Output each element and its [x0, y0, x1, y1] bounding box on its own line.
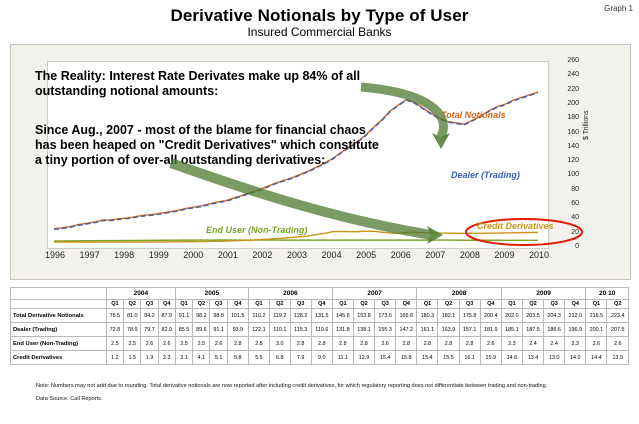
table-cell: 79.7 [141, 323, 158, 337]
table-cell: 2.3 [158, 351, 175, 365]
table-cell: 165.6 [396, 309, 417, 323]
y-tick-40: 40 [571, 214, 579, 222]
table-cell: 131.8 [332, 323, 353, 337]
table-cell: 98.2 [193, 309, 210, 323]
table-cell: 9.0 [311, 351, 332, 365]
table-cell: 1.2 [106, 351, 123, 365]
table-cell: 15.5 [438, 351, 459, 365]
table-cell: 119.6 [311, 323, 332, 337]
table-cell: 2.8 [332, 337, 353, 351]
table-header-years [11, 288, 629, 300]
table-cell: 204.3 [544, 309, 565, 323]
table-quarter-2005-Q2: Q2 [193, 300, 210, 309]
table-quarter-2004-Q1: Q1 [106, 300, 123, 309]
table-quarter-2006-Q1: Q1 [248, 300, 269, 309]
table-cell: 200.1 [586, 323, 607, 337]
table-cell: 2.6 [210, 337, 227, 351]
table-cell: 173.6 [375, 309, 396, 323]
table-cell: 2.6 [158, 337, 175, 351]
table-cell: 15.4 [417, 351, 438, 365]
table-cell: 13.0 [544, 351, 565, 365]
page-subtitle: Insured Commercial Banks [247, 25, 392, 39]
table-year-2010: 20 10 [586, 288, 629, 300]
table-cell: 2.5 [175, 337, 192, 351]
table-quarter-2009-Q4: Q4 [565, 300, 586, 309]
table-cell: 85.5 [175, 323, 192, 337]
table-quarter-2009-Q3: Q3 [544, 300, 565, 309]
table-quarter-2007-Q3: Q3 [375, 300, 396, 309]
table-cell: 87.9 [158, 309, 175, 323]
table-cell: 14.0 [565, 351, 586, 365]
table-cell: 2.8 [353, 337, 374, 351]
table-quarter-2007-Q1: Q1 [332, 300, 353, 309]
table-quarter-2006-Q4: Q4 [311, 300, 332, 309]
table-year-2009: 2009 [501, 288, 586, 300]
table-cell: 181.9 [480, 323, 501, 337]
y-tick-100: 100 [567, 171, 579, 179]
table-cell: 3.1 [175, 351, 192, 365]
table-cell: 207.5 [607, 323, 629, 337]
y-tick-260: 260 [567, 57, 579, 64]
table-cell: 175.8 [459, 309, 480, 323]
table-cell: 196.9 [565, 323, 586, 337]
table-cell: 15.9 [480, 351, 501, 365]
table-cell: 11.1 [332, 351, 353, 365]
table-cell: 161.1 [417, 323, 438, 337]
table-corner-cell-2 [11, 300, 107, 309]
y-tick-80: 80 [571, 185, 579, 193]
table-cell: 131.5 [311, 309, 332, 323]
series-label-total-notionals: Total Notionals [441, 110, 506, 120]
table-cell: 128.2 [290, 309, 311, 323]
table-cell: 12.9 [353, 351, 374, 365]
table-cell: 187.5 [522, 323, 543, 337]
table-cell: 200.4 [480, 309, 501, 323]
y-tick-0: 0 [575, 243, 579, 250]
y-axis-label: $ Trillions [583, 110, 590, 140]
table-cell: 2.8 [248, 337, 269, 351]
table-cell: 182.1 [438, 309, 459, 323]
table-cell: 89.6 [193, 323, 210, 337]
data-table-wrap [10, 287, 629, 365]
x-tick-1997: 1997 [79, 250, 100, 260]
x-tick-2010: 2010 [528, 250, 550, 260]
table-quarter-2008-Q4: Q4 [480, 300, 501, 309]
x-tick-2003: 2003 [286, 250, 308, 260]
y-tick-240: 240 [567, 71, 579, 79]
table-cell: 115.3 [290, 323, 311, 337]
table-cell: 2.8 [290, 337, 311, 351]
table-cell: 2.4 [544, 337, 565, 351]
table-cell: 101.5 [227, 309, 248, 323]
table-quarter-2004-Q4: Q4 [158, 300, 175, 309]
table-cell: 5.5 [248, 351, 269, 365]
table-year-2008: 2008 [417, 288, 502, 300]
table-cell: 203.5 [522, 309, 543, 323]
note-line-2: Data Source: Call Reports. [36, 396, 103, 402]
y-tick-140: 140 [567, 142, 579, 150]
table-cell: 186.6 [544, 323, 565, 337]
table-row [11, 351, 629, 365]
table-cell: 2.8 [417, 337, 438, 351]
page-title: Derivative Notionals by Type of User [170, 6, 469, 25]
table-quarter-2009-Q2: Q2 [522, 300, 543, 309]
table-quarter-2005-Q1: Q1 [175, 300, 192, 309]
table-cell: 202.0 [501, 309, 522, 323]
table-cell: 153.8 [353, 309, 374, 323]
x-tick-2004: 2004 [321, 250, 342, 260]
y-tick-60: 60 [571, 200, 579, 208]
table-row-label: Total Derivative Notionals [11, 309, 107, 323]
table-cell: 119.2 [270, 309, 291, 323]
table-cell: 13.4 [522, 351, 543, 365]
table-year-2007: 2007 [332, 288, 417, 300]
table-year-2005: 2005 [175, 288, 248, 300]
table-cell: 82.9 [158, 323, 175, 337]
x-tick-2009: 2009 [494, 250, 515, 260]
table-cell: 2.5 [124, 337, 141, 351]
table-quarter-2004-Q2: Q2 [124, 300, 141, 309]
y-tick-20: 20 [571, 228, 579, 236]
table-cell: 185.1 [501, 323, 522, 337]
chart-notes [36, 382, 606, 403]
table-row-label: Credit Derivatives [11, 351, 107, 365]
table-row-label: Dealer (Trading) [11, 323, 107, 337]
callout-interest-rate: The Reality: Interest Rate Derivates make up 84% of all outstanding notional amounts: [35, 69, 361, 98]
table-cell: 2.8 [396, 337, 417, 351]
y-axis-ticks [551, 57, 581, 253]
table-cell: 147.2 [396, 323, 417, 337]
table-cell: 2.6 [141, 337, 158, 351]
table-cell: 98.8 [210, 309, 227, 323]
table-quarter-2005-Q3: Q3 [210, 300, 227, 309]
series-label-end-user: End User (Non-Trading) [206, 225, 308, 235]
table-body [11, 309, 629, 365]
table-quarter-2004-Q3: Q3 [141, 300, 158, 309]
table-cell: 1.5 [124, 351, 141, 365]
table-cell: 155.3 [375, 323, 396, 337]
table-cell: 223.4 [607, 309, 629, 323]
graph-number-label: Graph 1 [604, 4, 633, 13]
table-cell: 163.9 [438, 323, 459, 337]
table-cell: 138.1 [353, 323, 374, 337]
table-cell: 2.8 [227, 337, 248, 351]
table-cell: 212.0 [565, 309, 586, 323]
table-quarter-2008-Q3: Q3 [459, 300, 480, 309]
table-quarter-2009-Q1: Q1 [501, 300, 522, 309]
table-quarter-2008-Q1: Q1 [417, 300, 438, 309]
table-cell: 1.9 [141, 351, 158, 365]
x-tick-2008: 2008 [459, 250, 480, 260]
table-cell: 3.0 [270, 337, 291, 351]
x-tick-1996: 1996 [44, 250, 66, 260]
table-cell: 6.8 [270, 351, 291, 365]
table-cell: 78.9 [124, 323, 141, 337]
table-cell: 13.9 [607, 351, 629, 365]
table-cell: 15.4 [375, 351, 396, 365]
table-quarter-2008-Q2: Q2 [438, 300, 459, 309]
table-cell: 2.6 [607, 337, 629, 351]
table-header-quarters [11, 300, 629, 309]
x-tick-2001: 2001 [217, 250, 238, 260]
table-cell: 2.3 [501, 337, 522, 351]
y-tick-220: 220 [567, 85, 579, 93]
derivative-notionals-table [10, 287, 629, 365]
x-tick-1999: 1999 [148, 250, 169, 260]
x-tick-2007: 2007 [425, 250, 446, 260]
table-quarter-2010-Q2: Q2 [607, 300, 629, 309]
table-row [11, 337, 629, 351]
table-cell: 16.1 [459, 351, 480, 365]
table-year-2006: 2006 [248, 288, 332, 300]
callout-credit-derivatives: Since Aug., 2007 - most of the blame for financial chaos has been heaped on "Credit Derivatives" which constitute a tiny portion of over-all outstanding derivatives: [35, 123, 379, 167]
table-row [11, 309, 629, 323]
y-tick-200: 200 [567, 99, 579, 107]
table-row [11, 323, 629, 337]
table-cell: 93.9 [227, 323, 248, 337]
table-cell: 7.9 [290, 351, 311, 365]
chart-panel [10, 44, 631, 280]
table-cell: 91.1 [210, 323, 227, 337]
table-cell: 2.8 [438, 337, 459, 351]
table-cell: 180.3 [417, 309, 438, 323]
table-cell: 5.8 [227, 351, 248, 365]
table-quarter-2010-Q1: Q1 [586, 300, 607, 309]
table-cell: 2.6 [375, 337, 396, 351]
table-cell: 4.1 [193, 351, 210, 365]
table-quarter-2006-Q3: Q3 [290, 300, 311, 309]
series-label-credit-derivatives: Credit Derivatives [477, 221, 554, 231]
table-corner-cell [11, 288, 107, 300]
table-cell: 2.4 [522, 337, 543, 351]
table-cell: 145.6 [332, 309, 353, 323]
table-cell: 110.2 [248, 309, 269, 323]
table-quarter-2006-Q2: Q2 [270, 300, 291, 309]
table-cell: 91.1 [175, 309, 192, 323]
table-cell: 72.8 [106, 323, 123, 337]
table-cell: 15.8 [396, 351, 417, 365]
table-cell: 81.0 [124, 309, 141, 323]
table-cell: 14.4 [586, 351, 607, 365]
table-cell: 110.1 [270, 323, 291, 337]
table-row-label: End User (Non-Trading) [11, 337, 107, 351]
x-axis-ticks [44, 250, 550, 264]
series-line-end-user-non-trading- [54, 240, 538, 241]
table-cell: 2.8 [459, 337, 480, 351]
x-tick-2002: 2002 [252, 250, 273, 260]
table-cell: 2.5 [193, 337, 210, 351]
table-quarter-2005-Q4: Q4 [227, 300, 248, 309]
table-year-2004: 2004 [106, 288, 175, 300]
table-cell: 216.5 [586, 309, 607, 323]
x-tick-2006: 2006 [390, 250, 411, 260]
table-cell: 2.8 [311, 337, 332, 351]
table-cell: 2.3 [565, 337, 586, 351]
table-cell: 2.5 [106, 337, 123, 351]
y-tick-180: 180 [567, 114, 579, 122]
table-quarter-2007-Q4: Q4 [396, 300, 417, 309]
y-tick-120: 120 [567, 157, 579, 165]
table-cell: 76.5 [106, 309, 123, 323]
x-tick-1998: 1998 [114, 250, 135, 260]
table-cell: 2.6 [586, 337, 607, 351]
note-line-1: Note: Numbers may not add due to rounding. Total derivative notionals are now reported after including credit derivatives, for which regulatory reporting does not differentiate between trading and non-trading. [36, 383, 548, 389]
x-tick-2000: 2000 [183, 250, 204, 260]
table-quarter-2007-Q2: Q2 [353, 300, 374, 309]
table-cell: 122.1 [248, 323, 269, 337]
table-cell: 84.2 [141, 309, 158, 323]
x-tick-2005: 2005 [356, 250, 377, 260]
series-label-dealer-trading: Dealer (Trading) [451, 170, 520, 180]
table-cell: 2.6 [480, 337, 501, 351]
table-cell: 5.1 [210, 351, 227, 365]
table-cell: 157.1 [459, 323, 480, 337]
y-tick-160: 160 [567, 128, 579, 136]
table-cell: 14.6 [501, 351, 522, 365]
